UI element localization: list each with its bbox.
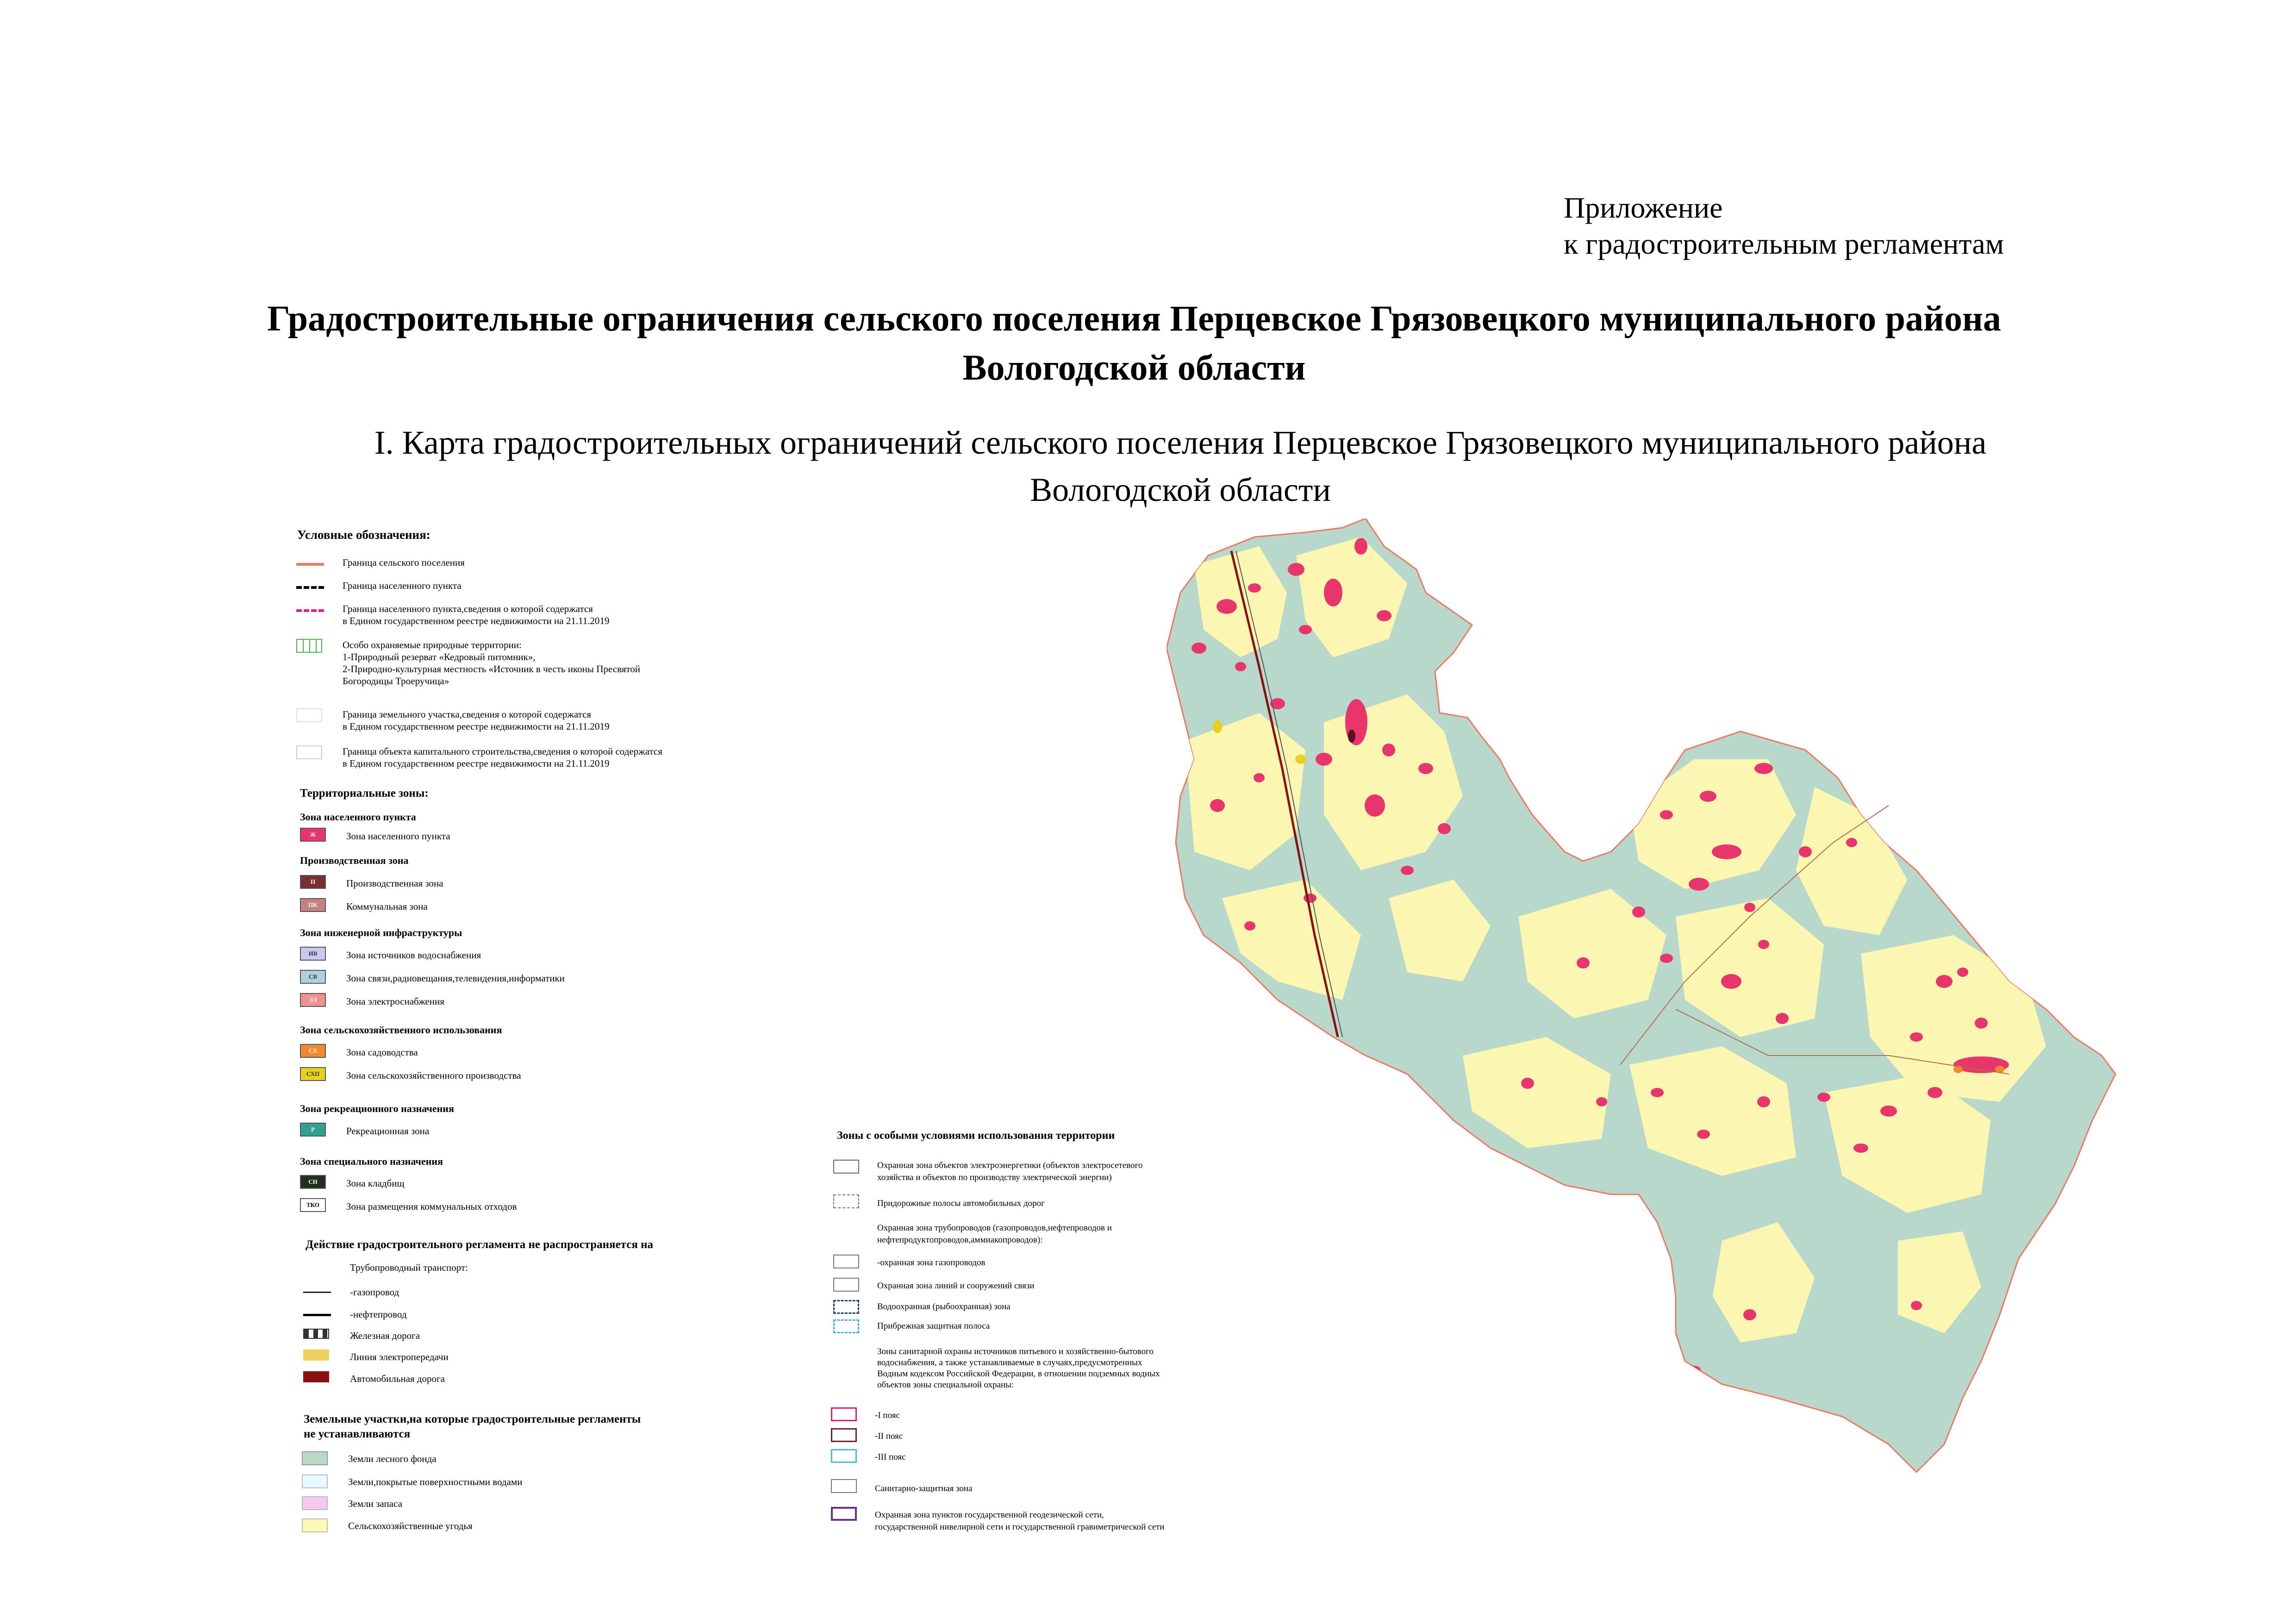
registry-locality-boundary-line [296,609,324,612]
legend-item: Коммунальная зона [346,901,428,912]
locality-boundary-line [296,586,324,589]
map-title-line1: I. Карта градостроительных ограничений сельского поселения Перцевское Грязовецкого муниципального района [374,424,1987,461]
legend-item [343,708,610,732]
zone-swatch: СХП [300,1067,326,1081]
legend-text: Граница объекта капитального строительства,сведения о которой содержатся [343,746,662,757]
protected-area-swatch [296,639,322,653]
oil-pipeline-line [303,1314,331,1316]
legend-item [343,639,640,687]
legend-item: Автомобильная дорога [350,1373,445,1384]
legend-item: Зона кладбищ [346,1178,405,1189]
zone-swatch: ЭЛ [300,993,326,1007]
legend-item: -I пояс [875,1411,900,1420]
zone-swatch: ТКО [300,1198,326,1212]
legend-text: Водным кодексом Российской Федерации, в отношении подземных водных [877,1369,1160,1379]
legend-text: Богородицы Троеручица» [343,675,449,687]
agricultural-land-swatch [302,1518,328,1532]
settlement-map[interactable] [1167,518,2213,1486]
zone-outline-swatch [833,1278,859,1292]
reserve-land-swatch [302,1496,328,1510]
appendix-note [1564,190,2004,262]
land-heading-line2: не устанавливаются [304,1428,411,1440]
page-title [139,294,2129,392]
legend-item: Водоохранная (рыбоохранная) зона [877,1302,1011,1312]
legend-item: Земли лесного фонда [348,1453,437,1464]
legend-text: в Едином государственном реестре недвижимости на 21.11.2019 [343,615,610,626]
appendix-line2: к градостроительным регламентам [1564,227,2004,260]
legend-text: водоснабжения, а также устанавливаемые в случаях,предусмотренных [877,1358,1142,1368]
zone-swatch: ПК [300,898,326,912]
legend-text: Особо охраняемые природные территории: [343,639,522,650]
legend-item: -газопровод [350,1287,399,1298]
capital-object-swatch [296,745,322,759]
legend-text: Охранная зона объектов электроэнергетики (объектов электросетевого [877,1161,1143,1170]
road-swatch [303,1371,329,1382]
legend-item: Железная дорога [350,1330,420,1341]
legend-text: нефтепродуктопроводов,аммиакопроводов): [877,1235,1043,1245]
legend-text: объектов зоны специальной охраны: [877,1380,1014,1390]
sanitary-zone-2-swatch [831,1428,857,1442]
zone-swatch: ИВ [300,947,326,961]
legend-item: Зона садоводства [346,1047,418,1058]
zone-outline-swatch [833,1194,859,1208]
water-protection-swatch [833,1300,859,1314]
legend-item: Охранная зона линий и сооружений связи [877,1281,1035,1291]
sanitary-zone-1-swatch [831,1407,857,1421]
map-title-line2: Вологодской области [1030,471,1331,508]
legend-item: Зона связи,радиовещания,телевидения,информатики [346,973,565,984]
zone-swatch: СХ [300,1044,326,1058]
geodetic-zone-swatch [831,1507,857,1521]
group-title: Производственная зона [300,855,409,866]
legend-item [343,603,610,627]
legend-item: Зона электроснабжения [346,996,444,1007]
legend-item: Санитарно-защитная зона [875,1484,973,1493]
legend-item [343,745,662,769]
legend-text: государственной нивелирной сети и государственной гравиметрической сети [875,1522,1165,1532]
legend-item: Зона источников водоснабжения [346,949,481,961]
water-land-swatch [302,1474,328,1488]
legend-item: Зона населенного пункта [346,831,450,842]
legend-item: -охранная зона газопроводов [877,1258,986,1268]
territorial-zones-heading: Территориальные зоны: [300,787,429,800]
legend-text: Охранная зона трубопроводов (газопроводов,нефтепроводов и [877,1223,1112,1233]
legend-item: Придорожные полосы автомобильных дорог [877,1199,1045,1208]
special-zones-heading: Зоны с особыми условиями использования территории [837,1130,1115,1142]
sanitary-protection-swatch [831,1479,857,1493]
legend-item: Земли,покрытые поверхностными водами [348,1476,523,1487]
legend-item: Рекреационная зона [346,1125,430,1137]
legend-item [877,1222,1112,1246]
group-title: Зона сельскохозяйственного использования [300,1024,502,1036]
legend-text: Граница земельного участка,сведения о которой содержатся [343,709,592,720]
legend-item: Производственная зона [346,878,443,889]
land-heading-line1: Земельные участки,на которые градостроительные регламенты [304,1413,641,1425]
legend-item: Земли запаса [348,1498,402,1509]
group-title: Зона инженерной инфраструктуры [300,927,462,938]
legend-text: 2-Природно-культурная местность «Источник в честь иконы Пресвятой [343,663,641,675]
zone-outline-swatch [833,1255,859,1268]
power-line-swatch [303,1349,329,1361]
legend-item: Зона размещения коммунальных отходов [346,1201,517,1212]
legend-item: -III пояс [875,1452,906,1462]
not-applied-subheading: Трубопроводный транспорт: [350,1262,468,1273]
gas-pipeline-line [303,1292,331,1293]
zone-outline-swatch [833,1160,859,1174]
legend-item: Граница населенного пункта [343,580,462,591]
group-title: Зона населенного пункта [300,811,416,823]
title-line1: Градостроительные ограничения сельского поселения Перцевское Грязовецкого муниципального района [267,298,2001,338]
zone-swatch: СВ [300,970,326,984]
shore-strip-swatch [833,1319,859,1333]
legend-item [875,1509,1165,1533]
forest-land-swatch [302,1451,328,1465]
legend-item: Сельскохозяйственные угодья [348,1520,473,1531]
legend-item: Линия электропередачи [350,1351,449,1362]
legend-text: 1-Природный резерват «Кедровый питомник», [343,651,536,662]
legend-item [877,1160,1142,1184]
legend-item: Зона сельскохозяйственного производства [346,1070,521,1081]
legend-text: Граница населенного пункта,сведения о которой содержатся [343,603,593,614]
legend-item: Граница сельского поселения [343,557,465,568]
group-title: Зона рекреационного назначения [300,1103,454,1114]
settlement-boundary-line [296,563,324,566]
map-title [185,419,2176,513]
sanitary-zone-3-swatch [831,1449,857,1463]
zone-swatch: Р [300,1123,326,1137]
zone-swatch: П [300,875,326,889]
appendix-line1: Приложение [1564,191,1723,224]
legend-text: Зоны санитарной охраны источников питьевого и хозяйственно-бытового [877,1347,1154,1356]
zone-swatch: Ж [300,828,326,842]
group-title: Зона специального назначения [300,1156,443,1167]
legend-text: в Едином государственном реестре недвижимости на 21.11.2019 [343,721,610,732]
legend-item: -II пояс [875,1431,903,1441]
legend-item: Прибрежная защитная полоса [877,1321,990,1331]
legend-item [877,1346,1160,1391]
land-heading [304,1412,641,1442]
not-applied-heading: Действие градостроительного регламента не распространяется на [306,1238,654,1251]
legend-item: -нефтепровод [350,1309,407,1320]
land-plot-swatch [296,708,322,722]
railway-swatch [303,1329,329,1339]
title-line2: Вологодской области [962,347,1306,387]
zone-swatch: СН [300,1175,326,1189]
legend-text: Охранная зона пунктов государственной геодезической сети, [875,1510,1104,1520]
legend-text: в Едином государственном реестре недвижимости на 21.11.2019 [343,758,610,769]
legend-text: хозяйства и объектов по производству электрической энергии) [877,1173,1112,1182]
legend-heading: Условные обозначения: [297,528,430,542]
